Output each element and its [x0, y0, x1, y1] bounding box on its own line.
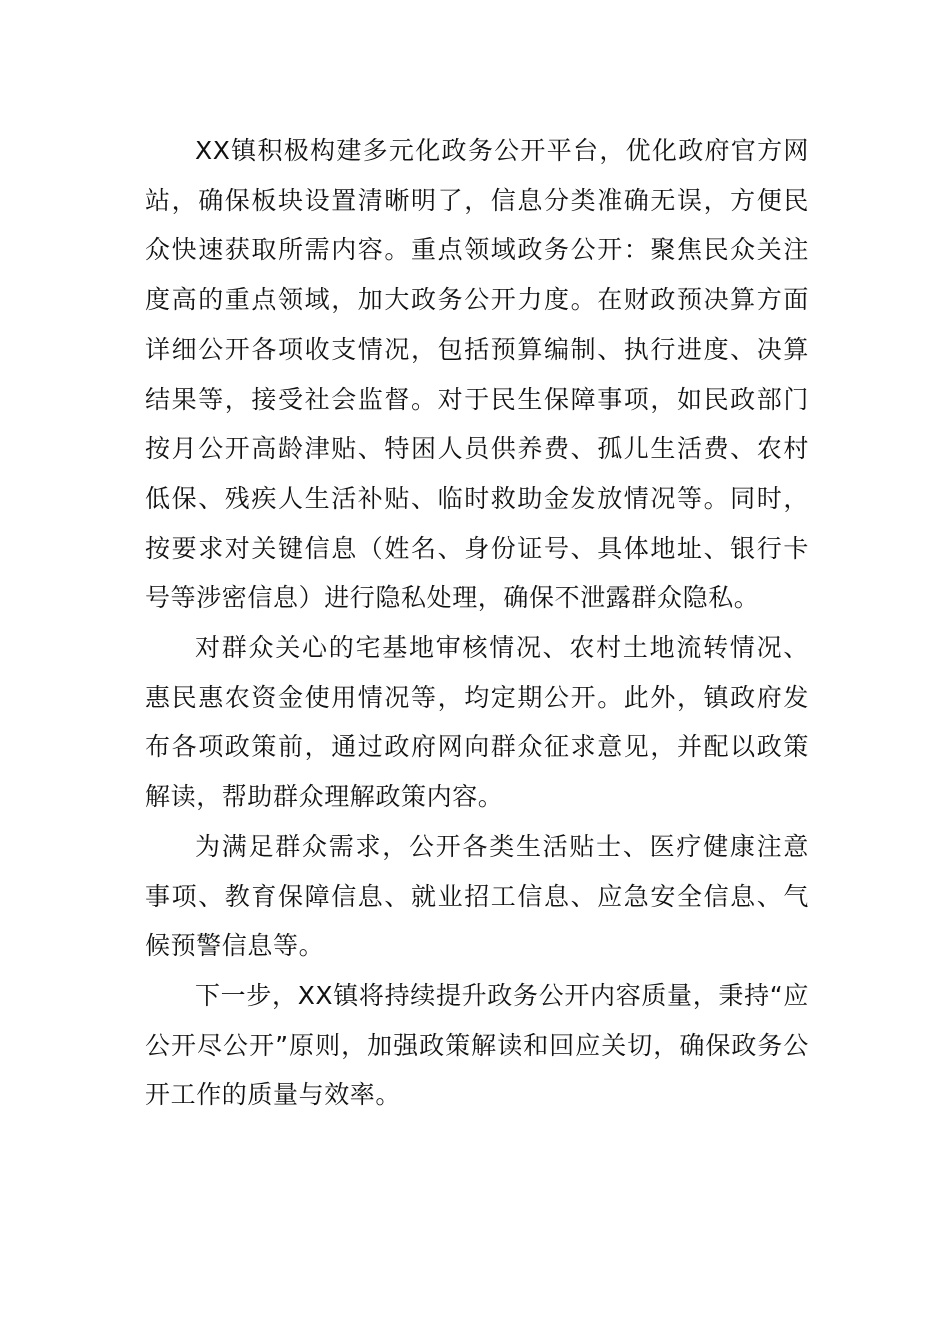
- paragraph-platform: XX镇积极构建多元化政务公开平台，优化政府官方网站，确保板块设置清晰明了，信息分类准确无误，方便民众快速获取所需内容。重点领域政务公开：聚焦民众关注度高的重点领域，加大政务公开力度。在财政预决算方面详细公开各项收支情况，包括预算编制、执行进度、决算结果等，接受社会监督。对于民生保障事项，如民政部门按月公开高龄津贴、特困人员供养费、孤儿生活费、农村低保、残疾人生活补贴、临时救助金发放情况等。同时，按要求对关键信息（姓名、身份证号、具体地址、银行卡号等涉密信息）进行隐私处理，确保不泄露群众隐私。: [145, 136, 809, 613]
- paragraph-next-steps: 下一步，XX镇将持续提升政务公开内容质量，秉持“应公开尽公开”原则，加强政策解读和回应关切，确保政务公开工作的质量与效率。: [145, 980, 809, 1110]
- paragraph-regular-disclosure: 对群众关心的宅基地审核情况、农村土地流转情况、惠民惠农资金使用情况等，均定期公开。此外，镇政府发布各项政策前，通过政府网向群众征求意见，并配以政策解读，帮助群众理解政策内容。: [145, 633, 809, 812]
- document-body: [145, 126, 809, 1120]
- paragraph-public-needs: 为满足群众需求，公开各类生活贴士、医疗健康注意事项、教育保障信息、就业招工信息、应急安全信息、气候预警信息等。: [145, 831, 809, 961]
